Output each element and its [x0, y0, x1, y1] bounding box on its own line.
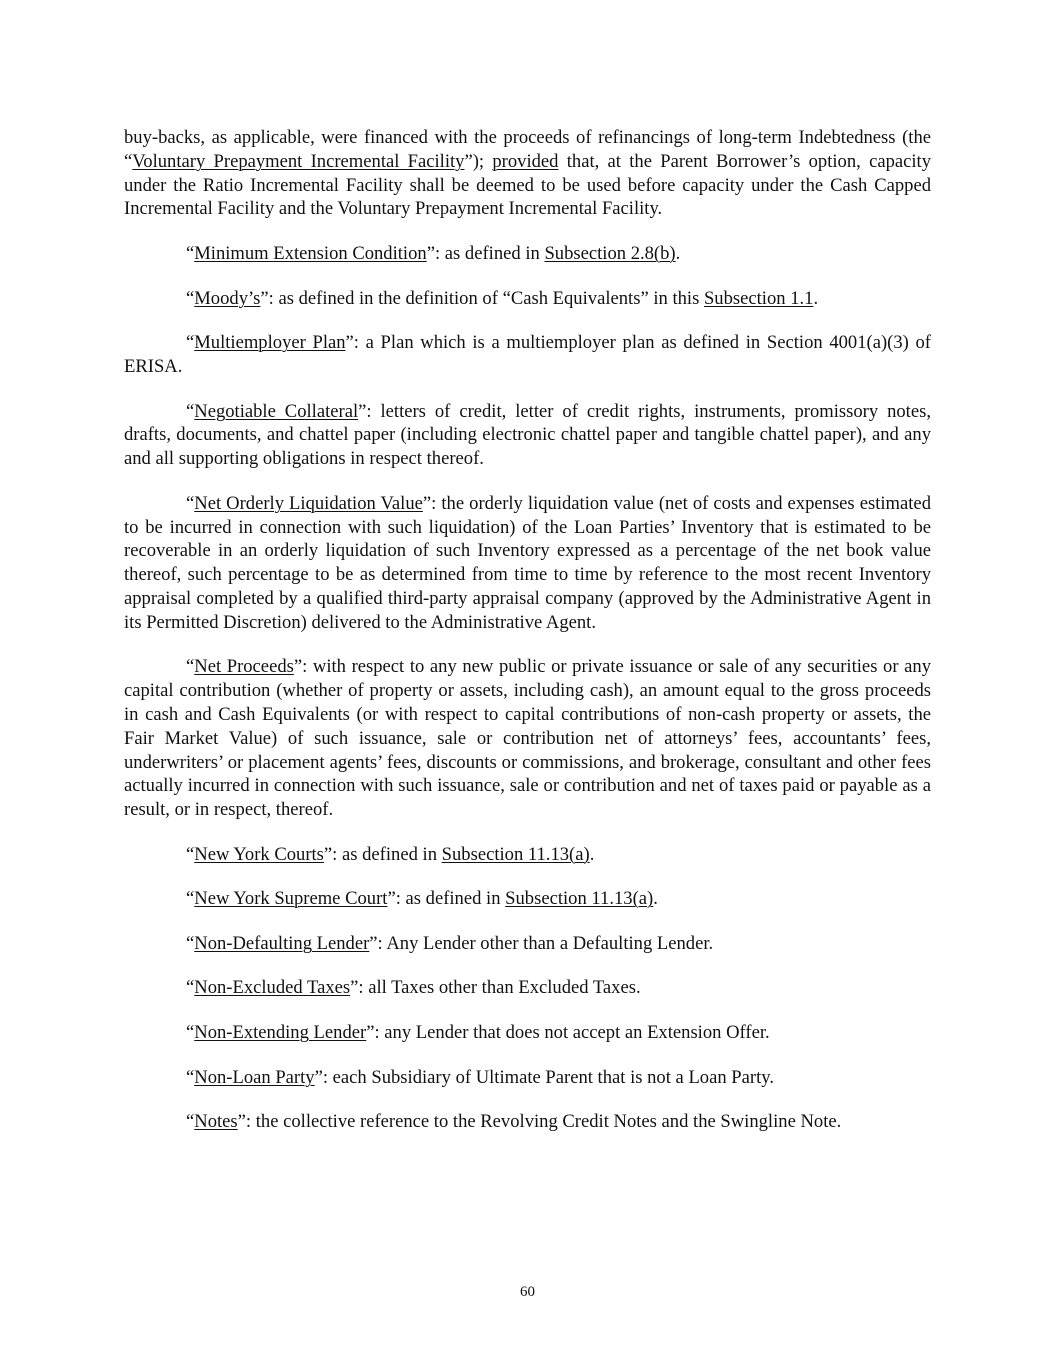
close-quote: ”: — [314, 1066, 333, 1088]
definition-paragraph — [124, 242, 931, 266]
definition-text: any Lender that does not accept an Extension Offer. — [384, 1022, 770, 1044]
definition-paragraph — [124, 932, 931, 956]
open-quote: “ — [186, 977, 195, 999]
open-quote: “ — [186, 1066, 195, 1088]
definition-text: as defined in — [444, 242, 545, 264]
definition-paragraph — [124, 287, 931, 311]
cross-reference: Subsection 2.8(b) — [544, 242, 676, 264]
intro-paragraph — [124, 126, 931, 221]
definition-text: all Taxes other than Excluded Taxes. — [368, 977, 641, 999]
definition-end: . — [675, 242, 681, 264]
definition-end: . — [813, 287, 819, 309]
open-quote: “ — [186, 1022, 195, 1044]
definition-text: as defined in the definition of “Cash Equivalents” in this — [278, 287, 704, 309]
definition-text: Any Lender other than a Defaulting Lender. — [386, 932, 714, 954]
proviso-term: provided — [492, 150, 559, 172]
definition-end: . — [653, 888, 658, 910]
intro-text: that, at the Parent Borrower’s option, capacity under the Ratio Incremental Facility shall be deemed to be used before capacity under the Cash Capped Incremental Facility and the Voluntary Prepayment Incremental Facility. — [124, 150, 932, 220]
defined-term: Minimum Extension Condition — [194, 242, 427, 264]
close-quote: ”: — [387, 888, 406, 910]
defined-term: Non-Loan Party — [194, 1066, 315, 1088]
open-quote: “ — [186, 332, 195, 354]
defined-term: Voluntary Prepayment Incremental Facility — [132, 150, 465, 172]
defined-term: Non-Extending Lender — [194, 1022, 367, 1044]
definition-end: . — [589, 843, 595, 865]
close-quote: ”: — [350, 977, 369, 999]
definition-text: letters of credit, letter of credit rights, instruments, promissory notes, drafts, documents, and chattel paper (including electronic chattel paper and tangible chattel paper), and any and all supporting obligations in respect thereof. — [124, 400, 931, 470]
definition-paragraph — [124, 655, 931, 822]
open-quote: “ — [186, 287, 195, 309]
close-quote: ”: — [369, 932, 387, 954]
definition-paragraph — [124, 331, 931, 379]
defined-term: New York Courts — [194, 843, 324, 865]
defined-term: Negotiable Collateral — [194, 400, 359, 422]
definition-text: the collective reference to the Revolving Credit Notes and the Swingline Note. — [255, 1111, 842, 1133]
close-quote: ”: — [323, 843, 342, 865]
defined-term: Net Orderly Liquidation Value — [194, 492, 423, 514]
intro-text: buy-backs, as applicable, were financed with the proceeds of refinancings of long-term Indebtedness (the “ — [124, 127, 931, 172]
definition-paragraph — [124, 887, 931, 911]
open-quote: “ — [186, 242, 195, 264]
defined-term: Non-Excluded Taxes — [194, 977, 351, 999]
open-quote: “ — [186, 400, 195, 422]
definition-paragraph — [124, 400, 931, 471]
defined-term: Non-Defaulting Lender — [194, 932, 370, 954]
cross-reference: Subsection 11.13(a) — [441, 843, 590, 865]
definition-paragraph — [124, 976, 931, 1000]
definition-text: with respect to any new public or private issuance or sale of any securities or any capital contribution (whether of property or assets, including cash), an amount equal to the gross proceeds in cash and Cash Equivalents (or with respect to capital contributions of non-cash property or assets, the Fair Market Value) of such issuance, sale or contribution net of attorneys’ fees, accountants’ fees, underwriters’ or placement agents’ fees, discounts or commissions, and brokerage, consultant and other fees actually incurred in connection with such issuance, sale or contribution and net of taxes paid or payable as a result, or in respect, thereof. — [124, 656, 931, 821]
definition-text: each Subsidiary of Ultimate Parent that is not a Loan Party. — [332, 1066, 774, 1088]
close-quote: ”: — [366, 1022, 385, 1044]
definition-list — [124, 242, 931, 1134]
close-quote: ”: — [358, 400, 381, 422]
open-quote: “ — [186, 932, 195, 954]
definition-text: the orderly liquidation value (net of costs and expenses estimated to be incurred in connection with such liquidation) of the Loan Parties’ Inventory that is estimated to be recoverable in an orderly liquidation of such Inventory expressed as a percentage of the net book value thereof, such percentage to be as determined from time to time by reference to the most recent Inventory appraisal completed by a qualified third-party appraisal company (approved by the Administrative Agent in its Permitted Discretion) delivered to the Administrative Agent. — [124, 492, 931, 633]
defined-term: Net Proceeds — [194, 656, 294, 678]
open-quote: “ — [186, 1111, 195, 1133]
cross-reference: Subsection 11.13(a) — [505, 888, 654, 910]
definition-text: as defined in — [405, 888, 506, 910]
open-quote: “ — [186, 843, 195, 865]
close-quote: ”: — [293, 656, 313, 678]
open-quote: “ — [186, 888, 195, 910]
close-quote: ”: — [260, 287, 279, 309]
cross-reference: Subsection 1.1 — [703, 287, 814, 309]
definition-text: as defined in — [342, 843, 442, 865]
defined-term: Multiemployer Plan — [194, 332, 346, 354]
definition-paragraph — [124, 1066, 931, 1090]
close-quote: ”: — [426, 242, 445, 264]
definition-paragraph — [124, 843, 931, 867]
definition-text: a Plan which is a multiemployer plan as defined in Section 4001(a)(3) of ERISA. — [124, 332, 931, 377]
defined-term: New York Supreme Court — [194, 888, 388, 910]
defined-term: Notes — [194, 1111, 238, 1133]
open-quote: “ — [186, 492, 195, 514]
intro-text: ”); — [464, 150, 493, 172]
page-number: 60 — [520, 1284, 535, 1300]
page-body — [124, 126, 931, 1155]
close-quote: ”: — [422, 492, 442, 514]
defined-term: Moody’s — [194, 287, 261, 309]
close-quote: ”: — [237, 1111, 256, 1133]
definition-paragraph — [124, 1021, 931, 1045]
open-quote: “ — [186, 656, 195, 678]
definition-paragraph — [124, 1110, 931, 1134]
definition-paragraph — [124, 492, 931, 635]
close-quote: ”: — [345, 332, 366, 354]
